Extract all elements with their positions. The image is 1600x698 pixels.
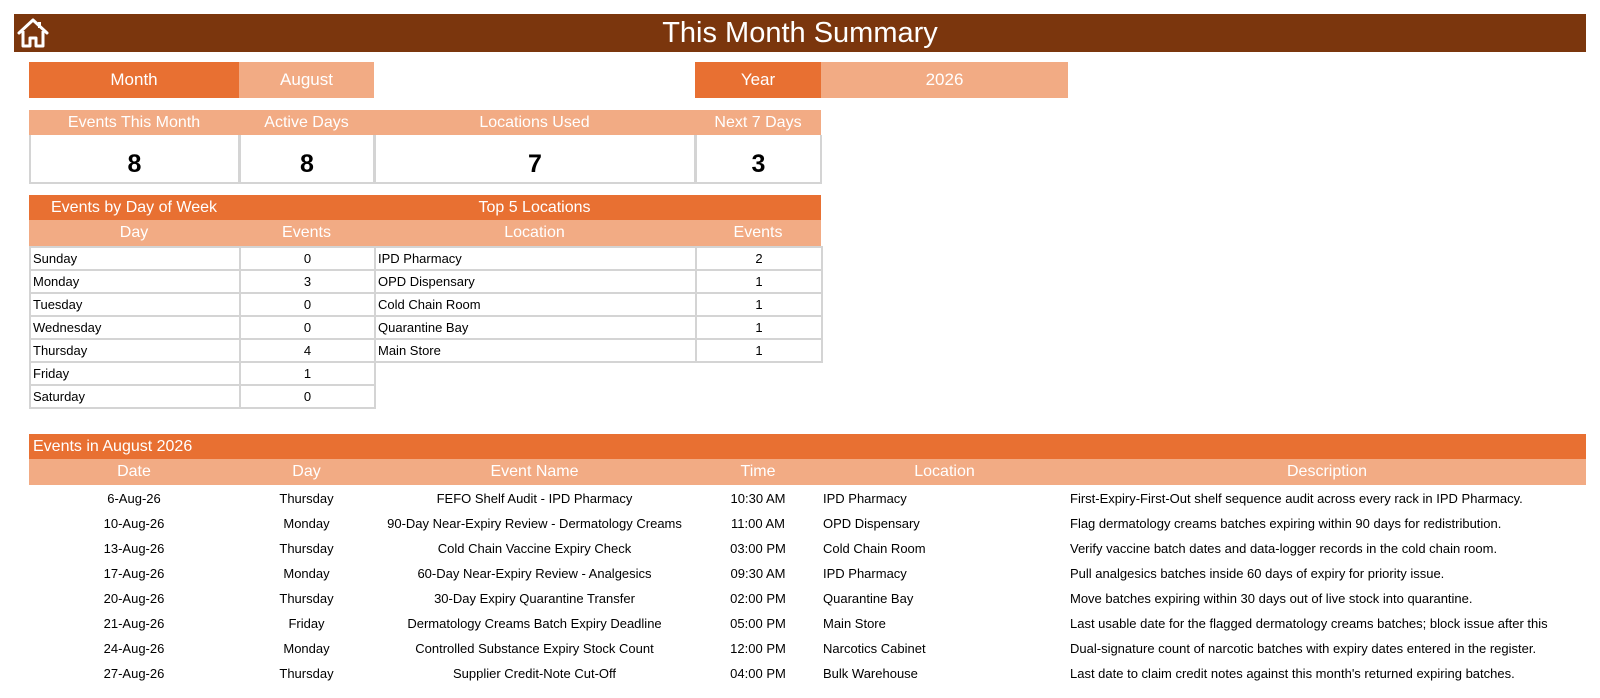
day-cell: Wednesday bbox=[30, 316, 240, 339]
location-cell: IPD Pharmacy bbox=[375, 247, 696, 270]
event-location: Main Store bbox=[823, 616, 886, 631]
day-cell: Monday bbox=[30, 270, 240, 293]
col-header-description: Description bbox=[1068, 459, 1586, 485]
table-row bbox=[30, 385, 375, 408]
event-day: Thursday bbox=[279, 591, 334, 606]
kpi-events-this-month-value: 8 bbox=[29, 135, 240, 184]
table-row bbox=[30, 362, 375, 385]
event-name: Dermatology Creams Batch Expiry Deadline bbox=[407, 616, 662, 631]
kpi-active-days-value: 8 bbox=[239, 135, 375, 184]
event-time: 02:00 PM bbox=[730, 591, 786, 606]
event-name: 90-Day Near-Expiry Review - Dermatology Creams bbox=[387, 516, 682, 531]
event-date: 21-Aug-26 bbox=[103, 616, 165, 631]
col-header-location: Location bbox=[374, 220, 695, 246]
location-cell: Cold Chain Room bbox=[375, 293, 696, 316]
event-time: 12:00 PM bbox=[730, 641, 786, 656]
table-row bbox=[30, 339, 375, 362]
year-label: Year bbox=[695, 62, 821, 98]
kpi-next-7-days-value: 3 bbox=[695, 135, 822, 184]
event-time: 10:30 AM bbox=[730, 491, 786, 506]
event-location: Bulk Warehouse bbox=[823, 666, 918, 681]
day-cell: Sunday bbox=[30, 247, 240, 270]
event-description: Last date to claim credit notes against this month's returned expiring batches. bbox=[1070, 666, 1515, 681]
event-date: 6-Aug-26 bbox=[107, 491, 161, 506]
day-cell: Friday bbox=[30, 362, 240, 385]
top-locations-table bbox=[374, 246, 823, 363]
table-row bbox=[29, 486, 1586, 511]
event-name: Cold Chain Vaccine Expiry Check bbox=[437, 541, 632, 556]
event-date: 20-Aug-26 bbox=[103, 591, 165, 606]
events-count-cell: 2 bbox=[696, 247, 822, 270]
page-title: This Month Summary bbox=[662, 17, 938, 49]
event-location: Cold Chain Room bbox=[823, 541, 926, 556]
table-row bbox=[30, 270, 375, 293]
location-cell: Quarantine Bay bbox=[375, 316, 696, 339]
kpi-active-days-label: Active Days bbox=[239, 110, 374, 135]
year-value[interactable]: 2026 bbox=[821, 62, 1068, 98]
event-location: OPD Dispensary bbox=[823, 516, 920, 531]
table-row bbox=[375, 339, 822, 362]
event-date: 17-Aug-26 bbox=[103, 566, 165, 581]
event-description: Last usable date for the flagged dermatology creams batches; block issue after this bbox=[1070, 616, 1548, 631]
event-name: 60-Day Near-Expiry Review - Analgesics bbox=[417, 566, 652, 581]
table-row bbox=[375, 247, 822, 270]
col-header-weekday: Day bbox=[239, 459, 374, 485]
month-label: Month bbox=[29, 62, 239, 98]
event-name: Controlled Substance Expiry Stock Count bbox=[415, 641, 654, 656]
event-date: 13-Aug-26 bbox=[103, 541, 165, 556]
day-cell: Thursday bbox=[30, 339, 240, 362]
day-cell: Tuesday bbox=[30, 293, 240, 316]
event-time: 03:00 PM bbox=[730, 541, 786, 556]
event-time: 11:00 AM bbox=[731, 516, 785, 531]
event-day: Friday bbox=[288, 616, 325, 631]
event-name: FEFO Shelf Audit - IPD Pharmacy bbox=[436, 491, 633, 506]
kpi-events-this-month-label: Events This Month bbox=[29, 110, 239, 135]
table-row bbox=[375, 293, 822, 316]
event-description: Dual-signature count of narcotic batches with expiry dates entered in the register. bbox=[1070, 641, 1537, 656]
month-value[interactable]: August bbox=[239, 62, 374, 98]
event-day: Thursday bbox=[279, 491, 334, 506]
event-date: 24-Aug-26 bbox=[103, 641, 165, 656]
events-list-title: Events in August 2026 bbox=[29, 434, 1586, 459]
events-count-cell: 0 bbox=[240, 247, 375, 270]
table-row bbox=[30, 316, 375, 339]
events-count-cell: 3 bbox=[240, 270, 375, 293]
event-day: Thursday bbox=[279, 666, 334, 681]
table-row bbox=[29, 611, 1586, 636]
events-count-cell: 1 bbox=[696, 270, 822, 293]
col-header-location-events: Events bbox=[695, 220, 821, 246]
events-count-cell: 1 bbox=[696, 293, 822, 316]
col-header-date: Date bbox=[29, 459, 239, 485]
event-description: Flag dermatology creams batches expiring within 90 days for redistribution. bbox=[1070, 516, 1502, 531]
event-date: 27-Aug-26 bbox=[103, 666, 165, 681]
event-description: Pull analgesics batches inside 60 days of expiry for priority issue. bbox=[1070, 566, 1445, 581]
table-row bbox=[29, 661, 1586, 686]
table-row bbox=[375, 316, 822, 339]
event-description: Move batches expiring within 30 days out of live stock into quarantine. bbox=[1070, 591, 1473, 606]
table-row bbox=[29, 561, 1586, 586]
event-location: Narcotics Cabinet bbox=[823, 641, 926, 656]
event-location: Quarantine Bay bbox=[823, 591, 914, 606]
table-row bbox=[29, 586, 1586, 611]
kpi-locations-used-label: Locations Used bbox=[374, 110, 695, 135]
event-location: IPD Pharmacy bbox=[823, 491, 907, 506]
events-count-cell: 1 bbox=[240, 362, 375, 385]
location-cell: OPD Dispensary bbox=[375, 270, 696, 293]
col-header-day-events: Events bbox=[239, 220, 374, 246]
table-row bbox=[29, 536, 1586, 561]
event-description: Verify vaccine batch dates and data-logger records in the cold chain room. bbox=[1070, 541, 1498, 556]
col-header-event-name: Event Name bbox=[374, 459, 695, 485]
events-count-cell: 1 bbox=[696, 339, 822, 362]
event-name: 30-Day Expiry Quarantine Transfer bbox=[434, 591, 635, 606]
event-day: Monday bbox=[283, 516, 330, 531]
event-day: Monday bbox=[283, 641, 330, 656]
page-header bbox=[14, 14, 1586, 52]
event-location: IPD Pharmacy bbox=[823, 566, 907, 581]
location-cell: Main Store bbox=[375, 339, 696, 362]
event-name: Supplier Credit-Note Cut-Off bbox=[452, 666, 617, 681]
table-row bbox=[30, 293, 375, 316]
events-table bbox=[29, 486, 1586, 686]
table-row bbox=[29, 511, 1586, 536]
kpi-locations-used-value: 7 bbox=[374, 135, 696, 184]
event-day: Thursday bbox=[279, 541, 334, 556]
event-date: 10-Aug-26 bbox=[103, 516, 165, 531]
top-locations-title: Top 5 Locations bbox=[478, 199, 591, 216]
table-row bbox=[30, 247, 375, 270]
event-time: 04:00 PM bbox=[730, 666, 786, 681]
col-header-day: Day bbox=[29, 220, 239, 246]
event-day: Monday bbox=[283, 566, 330, 581]
event-time: 09:30 AM bbox=[730, 566, 786, 581]
day-cell: Saturday bbox=[30, 385, 240, 408]
events-by-day-title: Events by Day of Week bbox=[51, 199, 217, 216]
events-count-cell: 0 bbox=[240, 385, 375, 408]
table-row bbox=[375, 270, 822, 293]
events-count-cell: 0 bbox=[240, 293, 375, 316]
events-by-day-table bbox=[29, 246, 376, 409]
events-count-cell: 0 bbox=[240, 316, 375, 339]
events-count-cell: 4 bbox=[240, 339, 375, 362]
col-header-event-location: Location bbox=[821, 459, 1068, 485]
kpi-next-7-days-label: Next 7 Days bbox=[695, 110, 821, 135]
table-row bbox=[29, 636, 1586, 661]
col-header-time: Time bbox=[695, 459, 821, 485]
events-count-cell: 1 bbox=[696, 316, 822, 339]
event-description: First-Expiry-First-Out shelf sequence audit across every rack in IPD Pharmacy. bbox=[1070, 491, 1523, 506]
event-time: 05:00 PM bbox=[730, 616, 786, 631]
